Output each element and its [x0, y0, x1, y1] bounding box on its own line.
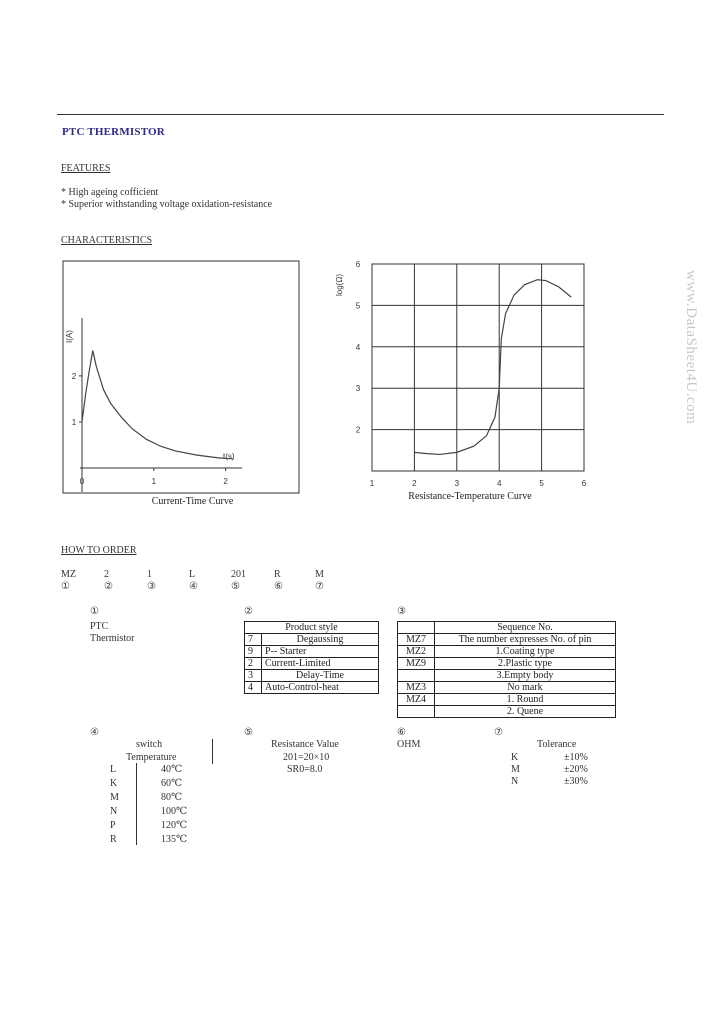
b3-code: MZ9 [398, 658, 435, 670]
b7-code: M [511, 764, 520, 775]
ct-caption: Current-Time Curve [151, 496, 234, 507]
rt-ylabel: log(Ω) [335, 274, 344, 296]
b6-num: ⑥ [397, 727, 406, 738]
b7-tol: ±10% [564, 752, 588, 763]
order-code-circle: ⑥ [274, 581, 283, 592]
b2-style: P-- Starter [262, 646, 379, 658]
b3-desc: 3.Empty body [435, 670, 616, 682]
b4-header2: Temperature [126, 752, 177, 763]
b4-code: M [110, 792, 119, 803]
rt-x-tick: 2 [412, 479, 417, 488]
ct-x-tick: 1 [151, 477, 157, 486]
b4-code: K [110, 778, 118, 789]
b3-desc: 1.Coating type [435, 646, 616, 658]
b2-code: 9 [245, 646, 262, 658]
product-style-table [244, 621, 379, 694]
b2-header: Product style [245, 622, 379, 634]
b7-code: N [511, 776, 519, 787]
b2-style: Current-Limited [262, 658, 379, 670]
order-code-circle: ⑤ [231, 581, 240, 592]
characteristics-heading: CHARACTERISTICS [61, 235, 153, 246]
b4-temp: 120℃ [161, 820, 188, 831]
b4-num: ④ [90, 727, 99, 738]
b4-code: L [110, 764, 117, 775]
order-code: M [315, 569, 324, 580]
rt-y-tick: 3 [355, 384, 361, 394]
b2-code: 2 [245, 658, 262, 670]
rt-y-tick: 2 [355, 425, 361, 435]
b7-tol: ±20% [564, 764, 588, 775]
b3-code: MZ3 [398, 682, 435, 694]
rt-x-tick: 6 [581, 479, 587, 488]
b2-style: Delay-Time [262, 670, 379, 682]
sequence-table [397, 621, 616, 718]
b2-code: 3 [245, 670, 262, 682]
b1-line: PTC [90, 621, 109, 632]
feature-item: * Superior withstanding voltage oxidation-resistance [61, 199, 273, 210]
order-code-circle: ④ [189, 581, 198, 592]
b2-code: 7 [245, 634, 262, 646]
b3-desc: 1. Round [435, 694, 616, 706]
b5-divider [212, 739, 213, 764]
order-code: 2 [104, 569, 109, 580]
order-code: MZ [61, 569, 76, 580]
ct-x-tick: 0 [79, 477, 85, 486]
rt-caption: Resistance-Temperature Curve [408, 491, 532, 502]
current-time-chart [60, 258, 305, 500]
b7-tol: ±30% [564, 776, 588, 787]
b1-num: ① [90, 606, 99, 617]
b3-code [398, 706, 435, 718]
b7-num: ⑦ [494, 727, 503, 738]
b4-temp: 100℃ [161, 806, 188, 817]
b2-code: 4 [245, 682, 262, 694]
b4-temp: 80℃ [161, 792, 183, 803]
b5-line: SR0=8.0 [287, 764, 323, 775]
b2-num: ② [244, 606, 253, 617]
b7-code: K [511, 752, 519, 763]
order-heading: HOW TO ORDER [61, 545, 137, 556]
ct-ylabel: I(A) [65, 330, 74, 343]
top-rule [57, 114, 664, 115]
rt-y-tick: 5 [355, 301, 361, 311]
features-heading: FEATURES [61, 163, 111, 174]
order-code-circle: ② [104, 581, 113, 592]
b3-code: MZ2 [398, 646, 435, 658]
rt-series-line [414, 280, 571, 455]
ct-x-tick: 2 [223, 477, 228, 486]
order-code-circle: ⑦ [315, 581, 324, 592]
b2-style: Auto-Control-heat [262, 682, 379, 694]
ct-y-tick: 2 [71, 371, 77, 381]
b3-code [398, 670, 435, 682]
resistance-temperature-chart [330, 256, 595, 492]
rt-x-tick: 5 [539, 479, 544, 488]
b4-header1: switch [136, 739, 163, 750]
b7-header: Tolerance [537, 739, 577, 750]
ct-xlabel: t(s) [223, 452, 235, 461]
rt-x-tick: 4 [496, 479, 502, 488]
b1-line: Thermistor [90, 633, 135, 644]
b4-code: P [110, 820, 116, 831]
b3-num: ③ [397, 606, 406, 617]
b3-desc: The number expresses No. of pin [435, 634, 616, 646]
ct-y-tick: 1 [71, 417, 77, 427]
order-code: 201 [231, 569, 246, 580]
b4-temp: 60℃ [161, 778, 183, 789]
rt-y-tick: 6 [355, 260, 361, 269]
page-title: PTC THERMISTOR [62, 126, 165, 138]
order-code-circle: ③ [147, 581, 156, 592]
b4-temp: 135℃ [161, 834, 188, 845]
order-code: R [274, 569, 281, 580]
b4-code: N [110, 806, 118, 817]
b3-code: MZ7 [398, 634, 435, 646]
watermark: www.DataSheet4U.com [683, 270, 699, 425]
b5-header: Resistance Value [271, 739, 339, 750]
b3-header: Sequence No. [435, 622, 616, 634]
ct-series-line [82, 351, 233, 459]
feature-item: * High ageing cofficient [61, 187, 159, 198]
b2-style: Degaussing [262, 634, 379, 646]
rt-x-tick: 3 [454, 479, 460, 488]
rt-x-tick: 1 [369, 479, 375, 488]
b3-desc: 2. Quene [435, 706, 616, 718]
b3-code: MZ4 [398, 694, 435, 706]
b3-desc: 2.Plastic type [435, 658, 616, 670]
b4-temp: 40℃ [161, 764, 183, 775]
order-code-circle: ① [61, 581, 70, 592]
b4-divider [136, 763, 137, 845]
b6-text: OHM [397, 739, 421, 750]
rt-y-tick: 4 [355, 342, 361, 352]
b5-num: ⑤ [244, 727, 253, 738]
b3-desc: No mark [435, 682, 616, 694]
order-code: L [189, 569, 196, 580]
order-code: 1 [147, 569, 152, 580]
b5-line: 201=20×10 [283, 752, 330, 763]
b4-code: R [110, 834, 117, 845]
